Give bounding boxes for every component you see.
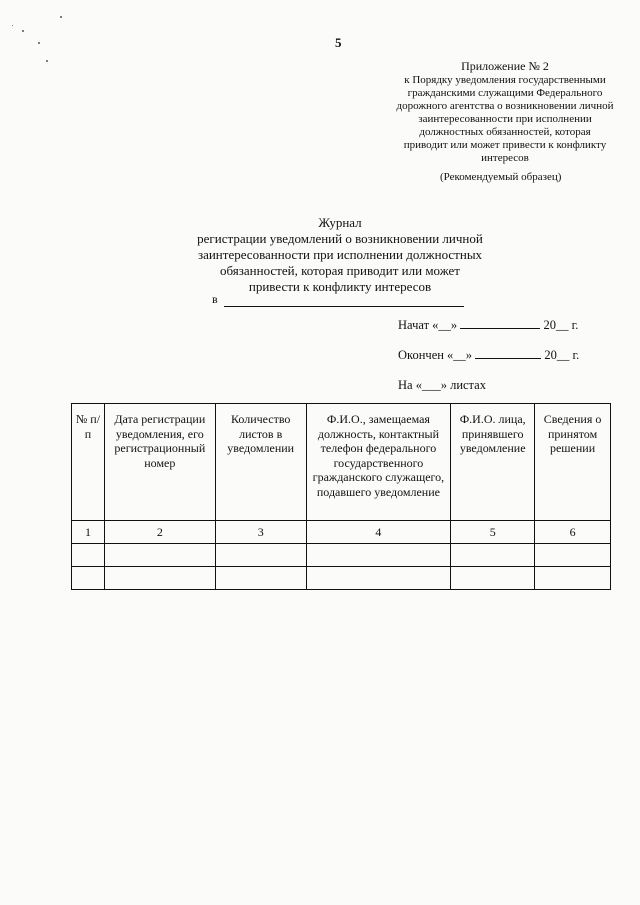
- column-number: 6: [535, 521, 611, 544]
- scan-speck: [22, 30, 24, 32]
- started-year: 20__ г.: [543, 318, 579, 332]
- journal-title: Журнал: [318, 215, 362, 230]
- table-number-row: [72, 521, 611, 544]
- column-number: 2: [104, 521, 215, 544]
- table-cell: [306, 567, 451, 590]
- organization-label: в: [212, 292, 218, 306]
- table-header-row: [72, 404, 611, 521]
- header-registration-date: Дата регистрации уведомления, его регистрационный номер: [104, 404, 215, 521]
- started-label: Начат «__»: [398, 318, 458, 332]
- organization-line: [212, 292, 464, 307]
- table-cell: [104, 544, 215, 567]
- table-cell: [451, 567, 535, 590]
- header-sheet-count: Количество листов в уведомлении: [215, 404, 306, 521]
- column-number: 3: [215, 521, 306, 544]
- appendix-line: заинтересованности при исполнении: [418, 113, 592, 125]
- journal-line: привести к конфликту интересов: [248, 279, 432, 294]
- header-receiver: Ф.И.О. лица, принявшего уведомление: [451, 404, 535, 521]
- appendix-line: дорожного агентства о возникновении личной: [396, 100, 614, 112]
- table-cell: [215, 544, 306, 567]
- appendix-line: приводит или может привести к конфликту: [403, 139, 607, 151]
- header-number: № п/п: [72, 404, 105, 521]
- table-cell: [72, 544, 105, 567]
- table-cell: [72, 567, 105, 590]
- journal-line: обязанностей, которая приводит или может: [220, 263, 460, 278]
- column-number: 5: [451, 521, 535, 544]
- journal-heading: [180, 215, 500, 295]
- organization-blank: [224, 295, 464, 307]
- sheets-line: [398, 378, 486, 393]
- appendix-line: гражданскими служащими Федерального: [407, 87, 603, 99]
- appendix-title: Приложение № 2: [461, 59, 549, 73]
- appendix-line: интересов: [481, 152, 529, 164]
- table-cell: [535, 544, 611, 567]
- sheets-label: На «___» листах: [398, 378, 486, 392]
- journal-line: регистрации уведомлений о возникновении личной: [197, 231, 483, 246]
- started-month-blank: [460, 318, 540, 329]
- table-cell: [306, 544, 451, 567]
- scan-speck: [12, 25, 13, 26]
- table-row: [72, 544, 611, 567]
- scan-speck: [46, 60, 48, 62]
- table-cell: [104, 567, 215, 590]
- started-line: [398, 318, 578, 333]
- scan-speck: [60, 16, 62, 18]
- appendix-block: [395, 60, 615, 165]
- journal-line: заинтересованности при исполнении должностных: [197, 247, 483, 262]
- table-cell: [215, 567, 306, 590]
- page-number: 5: [335, 35, 342, 50]
- sample-label: (Рекомендуемый образец): [440, 171, 562, 183]
- appendix-line: к Порядку уведомления государственными: [404, 74, 606, 86]
- appendix-line: должностных обязанностей, которая: [419, 126, 591, 138]
- header-decision: Сведения о принятом решении: [535, 404, 611, 521]
- ended-label: Окончен «__»: [398, 348, 473, 362]
- table-cell: [535, 567, 611, 590]
- table-cell: [451, 544, 535, 567]
- registration-table: [71, 403, 611, 590]
- ended-line: [398, 348, 579, 363]
- column-number: 4: [306, 521, 451, 544]
- ended-year: 20__ г.: [544, 348, 580, 362]
- scan-speck: [38, 42, 40, 44]
- table-row: [72, 567, 611, 590]
- column-number: 1: [72, 521, 105, 544]
- ended-month-blank: [475, 348, 541, 359]
- header-employee: Ф.И.О., замещаемая должность, контактный телефон федерального государственного гражданского служащего, подавшего уведомление: [306, 404, 451, 521]
